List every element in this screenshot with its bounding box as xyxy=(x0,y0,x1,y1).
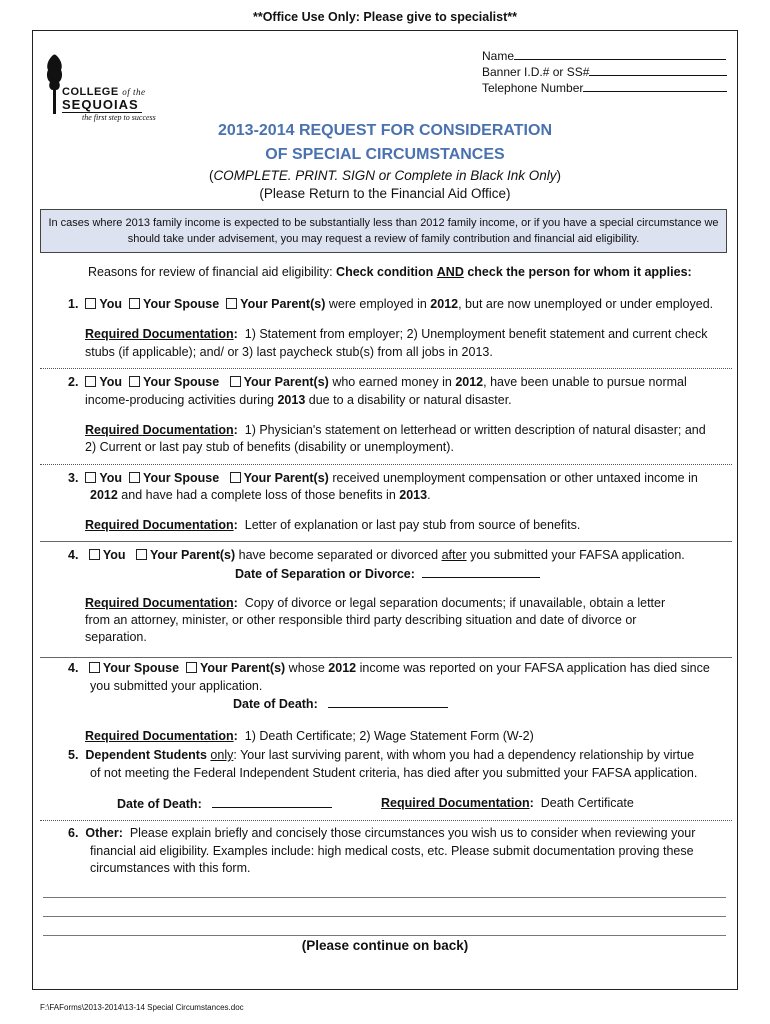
item-3: 3. You Your Spouse Your Parent(s) received unemployment compensation or other untaxed income in xyxy=(68,471,698,485)
logo-college-text: COLLEGE of the xyxy=(62,86,146,98)
item-2: 2. You Your Spouse Your Parent(s) who earned money in 2012, have been unable to pursue normal xyxy=(68,375,687,389)
item-1-doc-line2: stubs (if applicable); and/ or 3) last paycheck stub(s) from all jobs in 2013. xyxy=(85,345,493,359)
banner-id-label: Banner I.D.# or SS# xyxy=(482,65,590,79)
separator xyxy=(40,368,732,369)
explanation-line[interactable] xyxy=(43,897,726,898)
telephone-input-line[interactable] xyxy=(583,80,727,92)
item-5-doc: Required Documentation: Death Certificate xyxy=(381,796,634,810)
item-6-line2: financial aid eligibility. Examples include: high medical costs, etc. Please submit documentation proving these xyxy=(90,844,694,858)
return-note: (Please Return to the Financial Aid Office) xyxy=(259,186,511,201)
office-use-note: **Office Use Only: Please give to specialist** xyxy=(252,10,517,24)
item-1-doc: Required Documentation: 1) Statement from employer; 2) Unemployment benefit statement and current check xyxy=(85,327,708,341)
item-2-doc-line2: 2) Current or last pay stub of benefits (disability or unemployment). xyxy=(85,440,454,454)
parents-checkbox[interactable] xyxy=(186,662,197,673)
you-checkbox[interactable] xyxy=(89,549,100,560)
form-title-line2: OF SPECIAL CIRCUMSTANCES xyxy=(265,146,505,163)
spouse-checkbox[interactable] xyxy=(129,298,140,309)
item-4-separation: 4. You Your Parent(s) have become separated or divorced after you submitted your FAFSA application. xyxy=(68,548,685,562)
spouse-checkbox[interactable] xyxy=(129,472,140,483)
banner-id-input-line[interactable] xyxy=(589,64,727,76)
form-title-line1: 2013-2014 REQUEST FOR CONSIDERATION xyxy=(217,122,552,139)
item-3-doc: Required Documentation: Letter of explanation or last pay stub from source of benefits. xyxy=(85,518,581,532)
name-field xyxy=(482,48,726,63)
item-4-separation-doc: Required Documentation: Copy of divorce or legal separation documents; if unavailable, obtain a letter xyxy=(85,596,666,610)
telephone-field xyxy=(482,80,727,95)
reasons-intro: Reasons for review of financial aid eligibility: Check condition AND check the person for whom it applies: xyxy=(88,265,692,279)
spouse-checkbox[interactable] xyxy=(89,662,100,673)
separator xyxy=(40,820,732,821)
logo-sequoias-text: SEQUOIAS xyxy=(62,97,139,112)
explanation-line[interactable] xyxy=(43,935,726,936)
separation-date-input-line[interactable] xyxy=(422,566,540,578)
separator xyxy=(40,464,732,465)
explanation-line[interactable] xyxy=(43,916,726,917)
item-4-death-line2: you submitted your application. xyxy=(90,679,263,693)
continue-note: (Please continue on back) xyxy=(301,938,469,953)
item-5-line2: of not meeting the Federal Independent Student criteria, has died after you submitted your FAFSA application. xyxy=(90,766,698,780)
logo-tagline: the first step to success xyxy=(82,113,156,122)
separation-date-field: Date of Separation or Divorce: xyxy=(235,566,540,581)
death-date-input-line[interactable] xyxy=(328,696,448,708)
parents-checkbox[interactable] xyxy=(230,376,241,387)
item-4-separation-doc-line3: separation. xyxy=(85,630,147,644)
you-checkbox[interactable] xyxy=(85,376,96,387)
item-6-line3: circumstances with this form. xyxy=(90,861,251,875)
parents-checkbox[interactable] xyxy=(230,472,241,483)
item-2-line2: income-producing activities during 2013 due to a disability or natural disaster. xyxy=(85,393,512,407)
item-4-death-doc: Required Documentation: 1) Death Certificate; 2) Wage Statement Form (W-2) xyxy=(85,729,534,743)
item-1: 1. You Your Spouse Your Parent(s) were employed in 2012, but are now unemployed or under employed. xyxy=(68,297,714,311)
banner-id-field xyxy=(482,64,727,79)
you-checkbox[interactable] xyxy=(85,472,96,483)
notice-line1: In cases where 2013 family income is expected to be substantially less than 2012 family income, or if you have a special circumstance we xyxy=(48,217,719,229)
separator xyxy=(40,541,732,542)
death-date-field: Date of Death: xyxy=(233,696,448,711)
item-5: 5. Dependent Students only: Your last surviving parent, with whom you had a dependency relationship by virtue xyxy=(68,748,695,762)
telephone-label: Telephone Number xyxy=(482,81,584,95)
parents-checkbox[interactable] xyxy=(226,298,237,309)
you-checkbox[interactable] xyxy=(85,298,96,309)
footer-file-path: F:\FAForms\2013-2014\13-14 Special Circumstances.doc xyxy=(40,1003,244,1012)
name-label: Name xyxy=(482,49,515,63)
separator xyxy=(40,657,732,658)
name-input-line[interactable] xyxy=(514,48,726,60)
notice-box xyxy=(40,209,727,253)
ink-instruction: (COMPLETE. PRINT. SIGN or Complete in Black Ink Only) xyxy=(208,168,562,183)
spouse-checkbox[interactable] xyxy=(129,376,140,387)
dependent-death-date-field: Date of Death: xyxy=(117,796,332,811)
item-2-doc: Required Documentation: 1) Physician's statement on letterhead or written description of natural disaster; and xyxy=(85,423,706,437)
parents-checkbox[interactable] xyxy=(136,549,147,560)
item-6: 6. Other: Please explain briefly and concisely those circumstances you wish us to consider when reviewing your xyxy=(68,826,696,840)
dependent-death-date-input-line[interactable] xyxy=(212,796,332,808)
item-3-line2: 2012 and have had a complete loss of those benefits in 2013. xyxy=(90,488,431,502)
notice-line2: should take under advisement, you may request a review of family contribution and financial aid eligibility. xyxy=(127,232,640,245)
item-4-death: 4. Your Spouse Your Parent(s) whose 2012 income was reported on your FAFSA application has died since xyxy=(68,661,710,675)
item-4-separation-doc-line2: from an attorney, minister, or other responsible third party describing situation and date of divorce or xyxy=(85,613,637,627)
